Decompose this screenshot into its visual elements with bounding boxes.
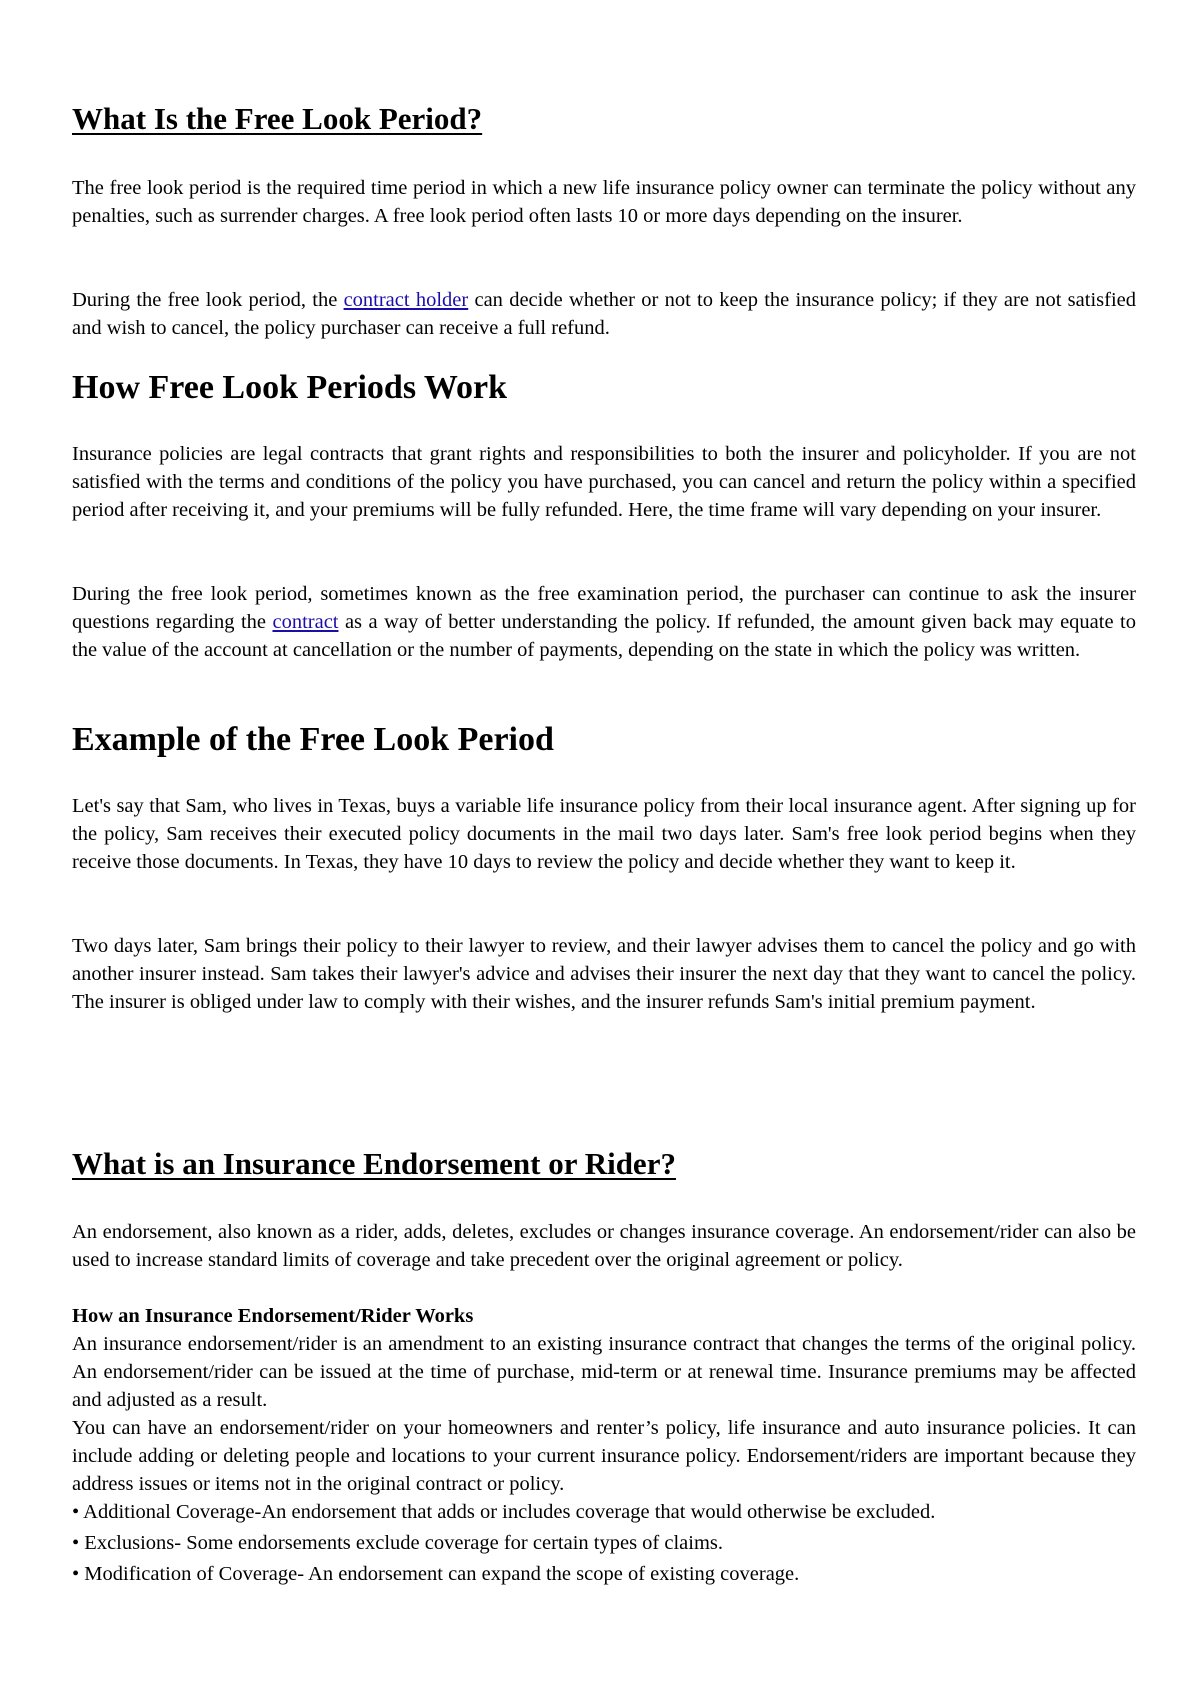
contract-link[interactable]: contract bbox=[272, 611, 339, 633]
paragraph-endorsement-amendment: An insurance endorsement/rider is an amendment to an existing insurance contract that changes the terms of the original policy. An endorsement/rider can be issued at the time of purchase, mid-term or at renewal time. Insurance premiums may be affected and adjusted as a result. bbox=[72, 1333, 1136, 1411]
text-segment: During the free look period, sometimes known as the free examination period, the purchaser can continue to ask the insurer questions regarding the bbox=[72, 583, 1136, 633]
list-item-modification-of-coverage: • Modification of Coverage- An endorsement can expand the scope of existing coverage. bbox=[72, 1563, 800, 1585]
heading-how-free-look-works: How Free Look Periods Work bbox=[72, 369, 508, 406]
text-segment: as a way of better understanding the policy. If refunded, the amount given back may equate to the value of the account at cancellation or the number of payments, depending on the state in which the policy was written. bbox=[72, 611, 1136, 661]
heading-insurance-endorsement-rider: What is an Insurance Endorsement or Rider? bbox=[72, 1146, 676, 1181]
heading-free-look-period: What Is the Free Look Period? bbox=[72, 101, 483, 136]
paragraph-free-look-definition: The free look period is the required time period in which a new life insurance policy owner can terminate the policy without any penalties, such as surrender charges. A free look period often lasts 10 or more days depending on the insurer. bbox=[72, 177, 1136, 227]
paragraph-free-look-contract-holder bbox=[72, 286, 1136, 342]
endorsement-types-list bbox=[72, 1498, 1136, 1591]
list-item-exclusions: • Exclusions- Some endorsements exclude coverage for certain types of claims. bbox=[72, 1532, 724, 1554]
paragraph-insurance-policies-legal: Insurance policies are legal contracts that grant rights and responsibilities to both the insurer and policyholder. If you are not satisfied with the terms and conditions of the policy you have purchased, you can cancel and return the policy within a specified period after receiving it, and your premiums will be fully refunded. Here, the time frame will vary depending on your insurer. bbox=[72, 443, 1136, 521]
list-item-additional-coverage: • Additional Coverage-An endorsement that adds or includes coverage that would otherwise be excluded. bbox=[72, 1501, 936, 1523]
paragraph-endorsement-definition: An endorsement, also known as a rider, adds, deletes, excludes or changes insurance coverage. An endorsement/rider can also be used to increase standard limits of coverage and take precedent over the original agreement or policy. bbox=[72, 1221, 1136, 1271]
contract-holder-link[interactable]: contract holder bbox=[343, 289, 469, 311]
text-segment: During the free look period, the bbox=[72, 289, 344, 311]
subheading-text: How an Insurance Endorsement/Rider Works bbox=[72, 1305, 474, 1327]
heading-example-free-look: Example of the Free Look Period bbox=[72, 721, 554, 758]
paragraph-endorsement-policies: You can have an endorsement/rider on your homeowners and renter’s policy, life insurance and auto insurance policies. It can include adding or deleting people and locations to your current insurance policy. Endorsement/riders are important because they address issues or items not in the original contract or policy. bbox=[72, 1417, 1136, 1495]
paragraph-free-examination-period bbox=[72, 580, 1136, 664]
paragraph-sam-lawyer-example: Two days later, Sam brings their policy to their lawyer to review, and their lawyer advises them to cancel the policy and go with another insurer instead. Sam takes their lawyer's advice and advises their insurer the next day that they want to cancel the policy. The insurer is obliged under law to comply with their wishes, and the insurer refunds Sam's initial premium payment. bbox=[72, 935, 1136, 1013]
subheading-how-endorsement-works bbox=[72, 1302, 1136, 1330]
paragraph-sam-texas-example: Let's say that Sam, who lives in Texas, buys a variable life insurance policy from their local insurance agent. After signing up for the policy, Sam receives their executed policy documents in the mail two days later. Sam's free look period begins when they receive those documents. In Texas, they have 10 days to review the policy and decide whether they want to keep it. bbox=[72, 795, 1136, 873]
text-segment: can decide whether or not to keep the insurance policy; if they are not satisfied and wish to cancel, the policy purchaser can receive a full refund. bbox=[72, 289, 1136, 339]
